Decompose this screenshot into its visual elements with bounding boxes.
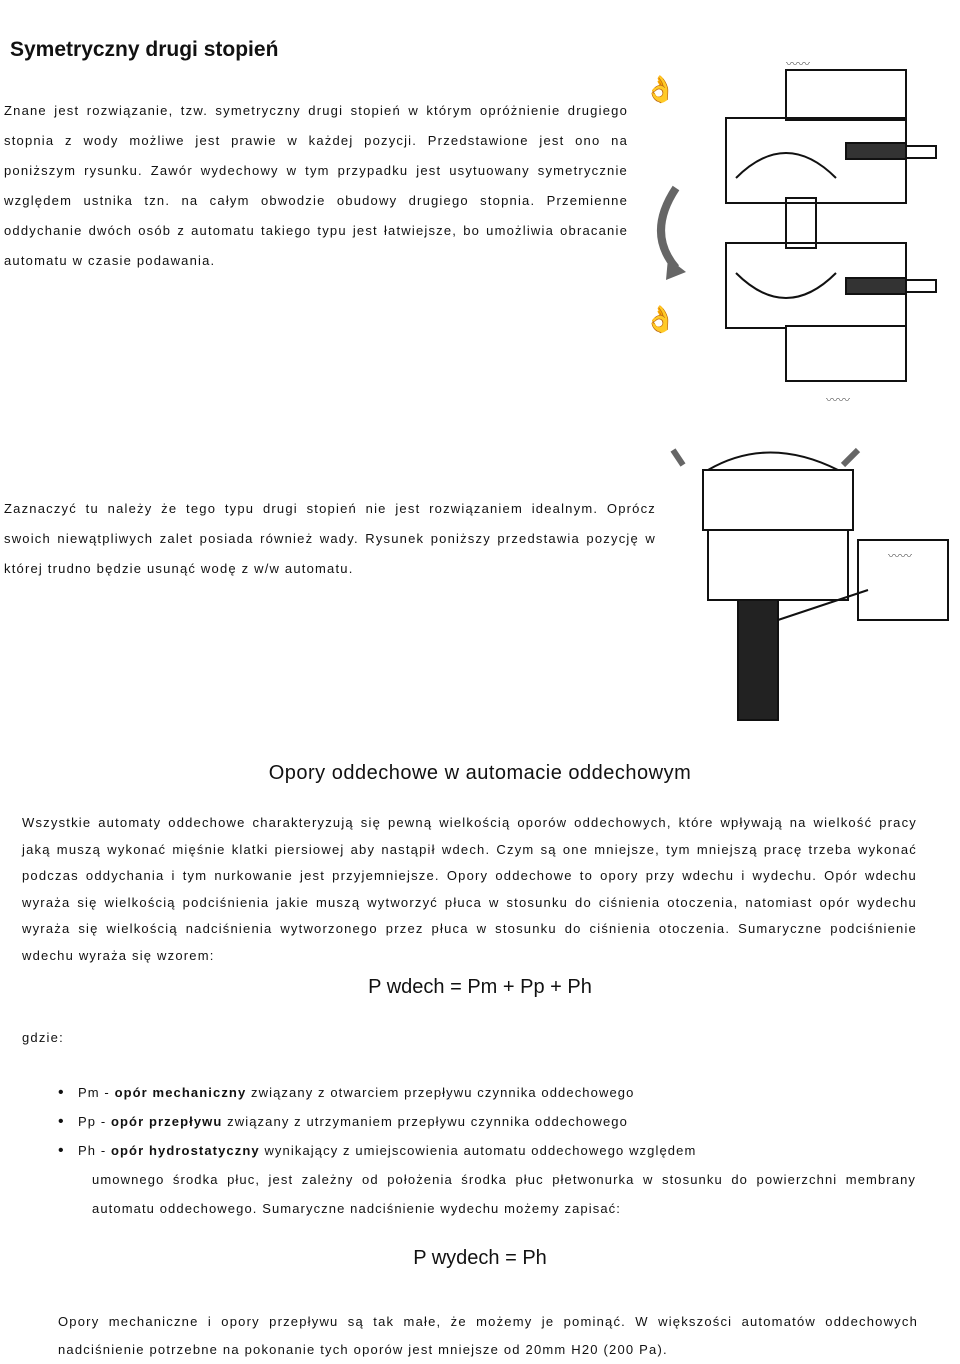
paragraph-disadvantages: Zaznaczyć tu należy że tego typu drugi stopień nie jest rozwiązaniem idealnym. Oprócz swoich niewątpliwych zalet posiada również wady. Rysunek poniższy przedstawia pozycję w której trudno będzie usunąć wodę z w/w automatu.: [4, 501, 656, 576]
svg-text:👌: 👌: [644, 74, 677, 104]
svg-text:〰〰: 〰〰: [888, 549, 913, 563]
symmetric-regulator-figure: [636, 58, 956, 408]
resistance-list: [56, 1078, 916, 1223]
list-item: • Ph - opór hydrostatyczny wynikający z umiejscowienia automatu oddechowego względem umownego środka płuc, jest zależny od położenia środka płuc płetwonurka w stosunku do powierzchni membrany automatu oddechowego. Sumaryczne nadciśnienie wydechu możemy zapisać:: [56, 1136, 916, 1223]
formula-exhale: P wydech = Ph: [413, 1247, 547, 1269]
list-item: • Pp - opór przepływu związany z utrzymaniem przepływu czynnika oddechowego: [56, 1107, 916, 1136]
formula-inhale: P wdech = Pm + Pp + Ph: [368, 976, 592, 998]
where-label: gdzie:: [22, 1030, 64, 1045]
regulator-position-figure: [668, 440, 958, 740]
paragraph-final: Opory mechaniczne i opory przepływu są tak małe, że możemy je pominąć. W większości automatów oddechowych nadciśnienie potrzebne na pokonanie tych oporów jest mniejsze od 20mm H20 (200 Pa).: [58, 1314, 918, 1357]
section-title-breathing-resistance: Opory oddechowe w automacie oddechowym: [268, 762, 692, 784]
svg-text:〰〰: 〰〰: [786, 58, 811, 71]
svg-text:〰〰: 〰〰: [826, 393, 851, 407]
list-item-continuation: umownego środka płuc, jest zależny od położenia środka płuc płetwonurka w stosunku do powierzchni membrany automatu oddechowego. Sumaryczne nadciśnienie wydechu możemy zapisać:: [92, 1172, 916, 1216]
paragraph-symmetric: Znane jest rozwiązanie, tzw. symetryczny drugi stopień w którym opróżnienie drugiego stopnia z wody możliwe jest prawie w każdej pozycji. Przedstawione jest ono na poniższym rysunku. Zawór wydechowy w tym przypadku jest usytuowany symetrycznie względem ustnika tzn. na całym obwodzie obudowy drugiego stopnia. Przemienne oddychanie dwóch osób z automatu takiego typu jest łatwiejsze, bo umożliwia obracanie automatu w czasie podawania.: [4, 103, 628, 268]
paragraph-breathing-resistance: Wszystkie automaty oddechowe charakteryzują się pewną wielkością oporów oddechowych, które wpływają na wielkość pracy jaką muszą wykonać mięśnie klatki piersiowej aby nastąpił wdech. Czym są one mniejsze, tym mniejszą pracę trzeba wykonać podczas oddychania i tym nurkowanie jest przyjemniejsze. Opory oddechowe to opory przy wdechu i wydechu. Opór wdechu wyraża się wielkością podciśnienia jakie muszą wytworzyć płuca w stosunku do ciśnienia otoczenia, natomiast opór wydechu wyraża się wielkością nadciśnienia wytworzonego przez płuca w stosunku do ciśnienia otoczenia. Sumaryczne podciśnienie wdechu wyraża się wzorem:: [22, 815, 917, 963]
svg-text:👌: 👌: [644, 304, 677, 334]
section-title-symmetric: Symetryczny drugi stopień: [10, 38, 279, 61]
list-item: • Pm - opór mechaniczny związany z otwarciem przepływu czynnika oddechowego: [56, 1078, 916, 1107]
